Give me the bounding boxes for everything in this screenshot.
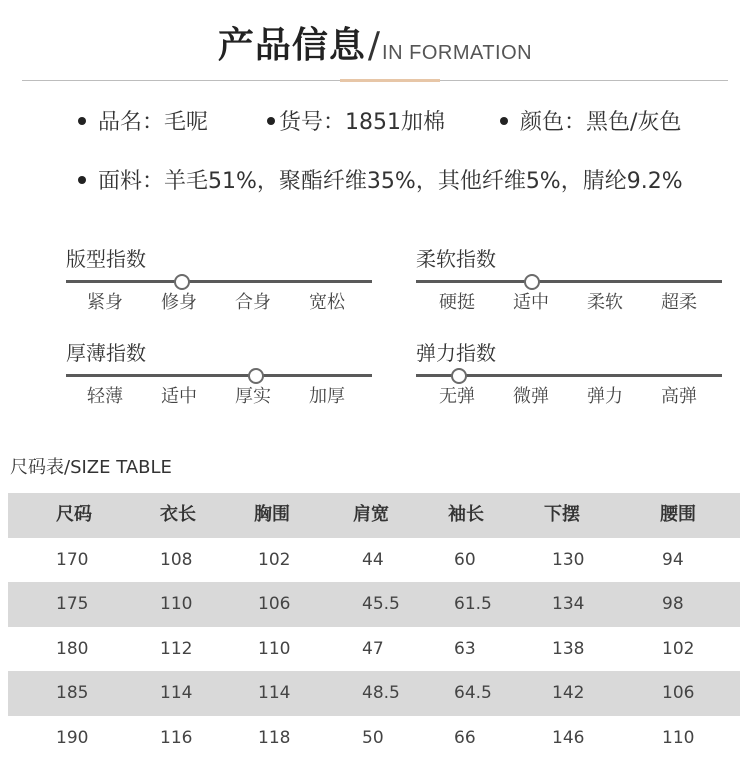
table-cell: 110 [662, 727, 695, 748]
table-cell: 185 [56, 683, 89, 704]
scale-label: 弹力 [587, 386, 623, 407]
scale-track [66, 374, 372, 377]
scale-labels [66, 290, 372, 316]
table-cell: 138 [552, 638, 585, 659]
info-item-sku [267, 107, 445, 139]
table-cell: 63 [454, 638, 476, 659]
info-label: 面料： [98, 169, 165, 194]
page-subtitle: IN FORMATION [382, 42, 533, 64]
table-cell: 66 [454, 727, 476, 748]
table-cell: 106 [662, 683, 695, 704]
table-row [8, 671, 740, 716]
info-item-color [500, 107, 681, 139]
table-cell: 134 [552, 594, 585, 615]
table-cell: 48.5 [362, 683, 400, 704]
scale-label: 合身 [235, 292, 271, 313]
table-cell: 108 [160, 549, 193, 570]
info-label: 品名： [98, 110, 165, 135]
scale-track [66, 280, 372, 283]
scale-label: 宽松 [309, 292, 345, 313]
scale-label: 适中 [161, 386, 197, 407]
scale-track [416, 280, 722, 283]
info-item-name [78, 107, 208, 139]
table-row [8, 582, 740, 627]
table-header-cell: 尺码 [56, 504, 92, 525]
table-cell: 118 [258, 727, 291, 748]
table-cell: 47 [362, 638, 384, 659]
table-cell: 170 [56, 549, 89, 570]
table-header-cell: 腰围 [660, 504, 696, 525]
table-cell: 64.5 [454, 683, 492, 704]
title-slash: / [367, 25, 381, 66]
table-cell: 114 [160, 683, 193, 704]
scale-title: 厚薄指数 [66, 341, 146, 365]
info-label: 货号： [279, 110, 346, 135]
table-cell: 44 [362, 549, 384, 570]
table-cell: 45.5 [362, 594, 400, 615]
table-cell: 116 [160, 727, 193, 748]
scale-marker [451, 368, 467, 384]
scale-title: 弹力指数 [416, 341, 496, 365]
header-accent-bar [340, 79, 440, 82]
size-table [8, 493, 740, 761]
table-header-cell: 肩宽 [353, 504, 389, 525]
table-cell: 60 [454, 549, 476, 570]
scale-marker [248, 368, 264, 384]
elasticity-index [416, 340, 722, 410]
page-title: 产品信息 [217, 25, 366, 66]
table-header-cell: 衣长 [160, 504, 196, 525]
info-item-fabric [78, 166, 683, 198]
scale-title: 柔软指数 [416, 247, 496, 271]
size-table-title: 尺码表/SIZE TABLE [10, 457, 172, 478]
softness-index [416, 246, 722, 316]
scale-label: 硬挺 [439, 292, 475, 313]
info-row-2 [0, 166, 750, 198]
bullet-icon [78, 176, 86, 184]
scale-labels [416, 290, 722, 316]
scale-label: 超柔 [661, 292, 697, 313]
scale-label: 轻薄 [87, 386, 123, 407]
table-cell: 130 [552, 549, 585, 570]
info-value: 1851加棉 [345, 110, 446, 135]
header [0, 18, 750, 68]
bullet-icon [267, 117, 275, 125]
table-cell: 110 [258, 638, 291, 659]
scale-marker [174, 274, 190, 290]
table-cell: 190 [56, 727, 89, 748]
table-cell: 102 [662, 638, 695, 659]
table-cell: 142 [552, 683, 585, 704]
table-header-cell: 下摆 [544, 504, 580, 525]
scale-label: 厚实 [235, 386, 271, 407]
table-row [8, 627, 740, 672]
scale-labels [66, 384, 372, 410]
table-row [8, 716, 740, 761]
table-row [8, 538, 740, 583]
info-value: 羊毛51%，聚酯纤维35%，其他纤维5%，腈纶9.2% [164, 169, 683, 194]
scale-label: 适中 [513, 292, 549, 313]
table-cell: 110 [160, 594, 193, 615]
table-cell: 98 [662, 594, 684, 615]
scale-label: 高弹 [661, 386, 697, 407]
scale-label: 加厚 [309, 386, 345, 407]
table-cell: 61.5 [454, 594, 492, 615]
table-cell: 102 [258, 549, 291, 570]
bullet-icon [78, 117, 86, 125]
fit-index [66, 246, 372, 316]
scale-label: 微弹 [513, 386, 549, 407]
scale-label: 修身 [161, 292, 197, 313]
scale-label: 柔软 [587, 292, 623, 313]
table-cell: 114 [258, 683, 291, 704]
info-row-1 [0, 107, 750, 139]
scale-title: 版型指数 [66, 247, 146, 271]
info-label: 颜色： [520, 110, 587, 135]
scale-label: 紧身 [87, 292, 123, 313]
scale-label: 无弹 [439, 386, 475, 407]
info-value: 黑色/灰色 [586, 110, 682, 135]
table-cell: 175 [56, 594, 89, 615]
table-cell: 180 [56, 638, 89, 659]
table-cell: 146 [552, 727, 585, 748]
table-cell: 112 [160, 638, 193, 659]
bullet-icon [500, 117, 508, 125]
table-header-cell: 胸围 [254, 504, 290, 525]
table-header-cell: 袖长 [448, 504, 484, 525]
scale-marker [524, 274, 540, 290]
thickness-index [66, 340, 372, 410]
table-cell: 94 [662, 549, 684, 570]
table-header-row [8, 493, 740, 538]
table-cell: 106 [258, 594, 291, 615]
scale-labels [416, 384, 722, 410]
info-value: 毛呢 [164, 110, 209, 135]
table-cell: 50 [362, 727, 384, 748]
